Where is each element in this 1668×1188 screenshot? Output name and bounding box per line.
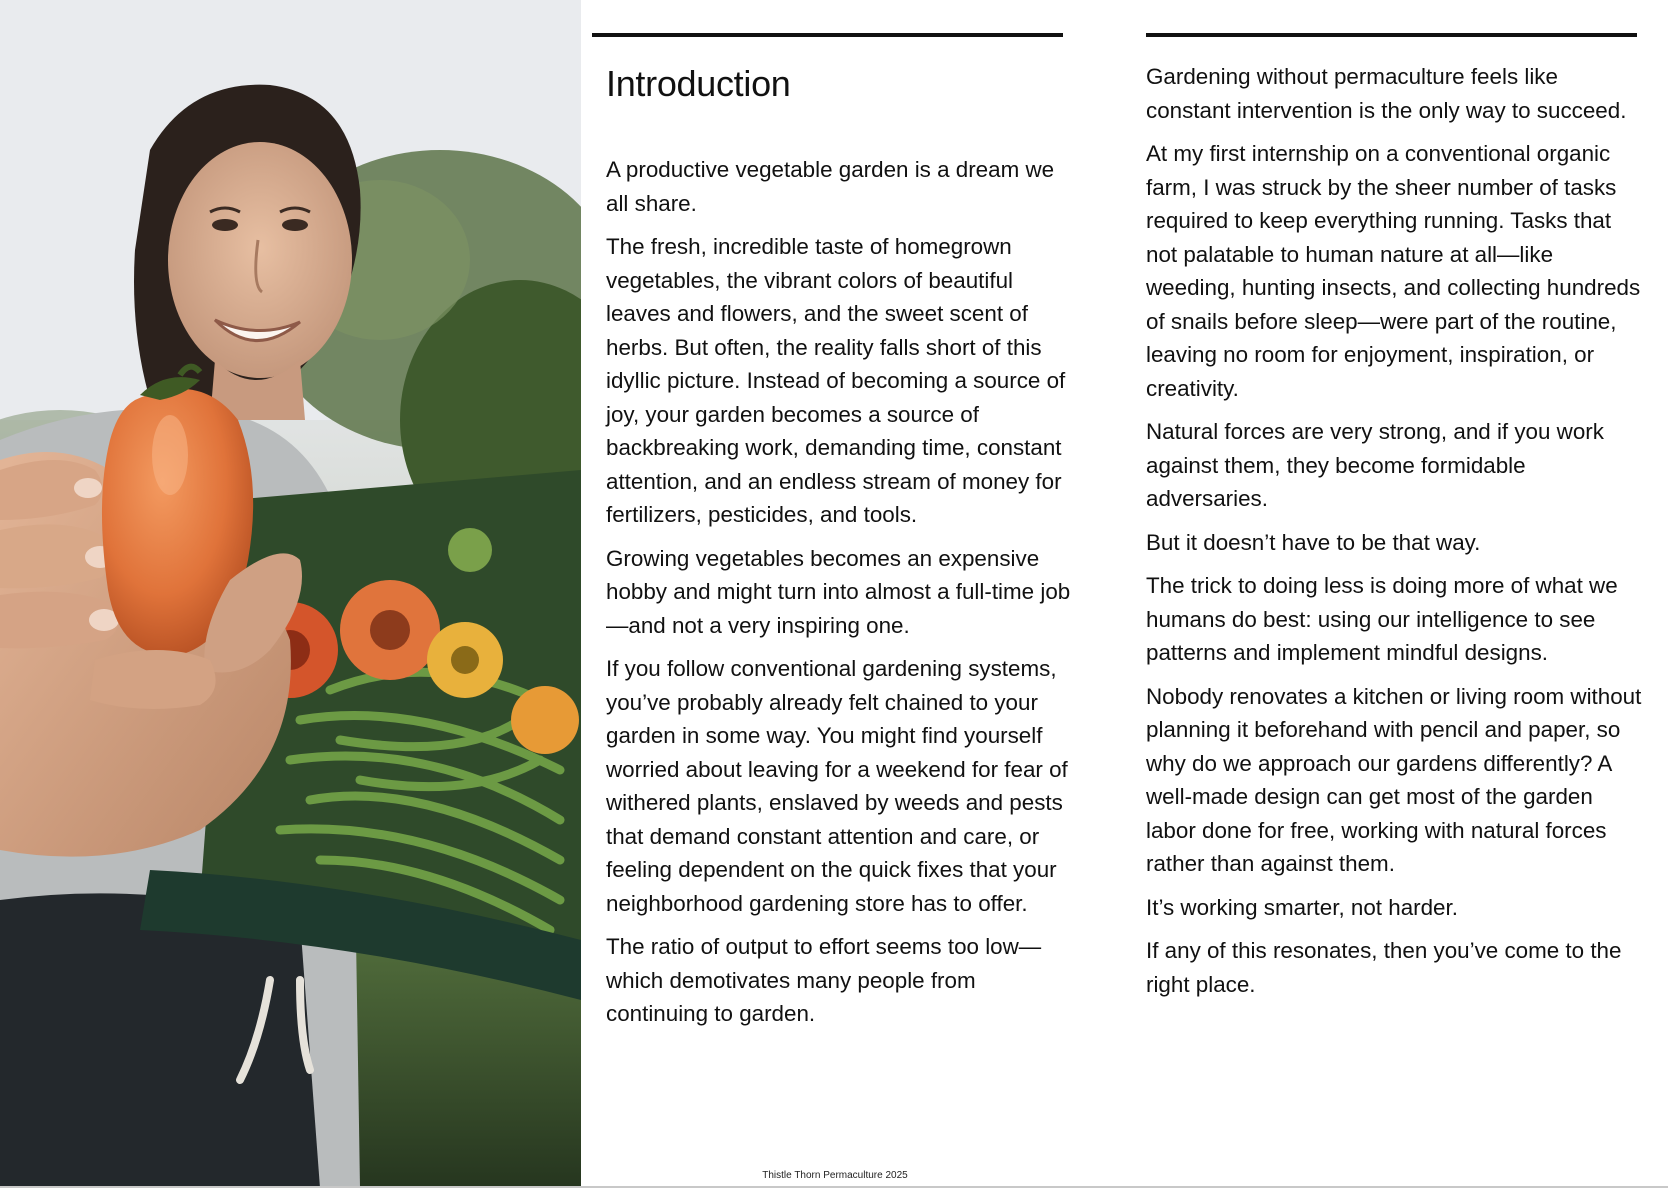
paragraph: Gardening without permaculture feels like constant intervention is the only way to succeed. (1146, 64, 1627, 123)
text-column-left (606, 62, 1081, 1041)
paragraph: At my first internship on a conventional organic farm, I was struck by the sheer number of tasks required to keep everything running. Tasks that not palatable to human nature at all—like weeding, hunting insects, and collecting hundreds of snails before sleep—were part of the routine, leaving no room for enjoyment, inspiration, or creativity. (1146, 141, 1641, 401)
paragraph: It’s working smarter, not harder. (1146, 894, 1458, 920)
paragraph: The ratio of output to effort seems too low—which demotivates many people from continuing to garden. (606, 934, 1042, 1027)
page-footer: Thistle Thorn Permaculture 2025 (762, 1170, 908, 1181)
paragraph: Natural forces are very strong, and if you work against them, they become formidable adversaries. (1146, 419, 1604, 511)
chapter-heading: Introduction (606, 63, 791, 104)
column-top-rule (592, 33, 1063, 37)
paragraph: Growing vegetables becomes an expensive hobby and might turn into almost a full-time job—and not a very inspiring one. (606, 545, 1071, 638)
woman-holding-tomato-illustration (0, 0, 581, 1188)
paragraph: But it doesn’t have to be that way. (1146, 529, 1481, 555)
text-column-right (1146, 60, 1646, 1011)
column-top-rule (1146, 33, 1637, 37)
paragraph: A productive vegetable garden is a dream we all share. (606, 157, 1055, 216)
paragraph: The fresh, incredible taste of homegrown vegetables, the vibrant colors of beautiful leaves and flowers, and the sweet scent of herbs. But often, the reality falls short of this idyllic picture. Instead of becoming a source of joy, your garden becomes a source of backbreaking work, demanding time, constant attention, and an endless stream of money for fertilizers, pesticides, and tools. (606, 234, 1066, 528)
paragraph: If any of this resonates, then you’ve come to the right place. (1146, 938, 1622, 997)
cover-photo (0, 0, 581, 1188)
paragraph: The trick to doing less is doing more of what we humans do best: using our intelligence to see patterns and implement mindful designs. (1146, 573, 1618, 665)
paragraph: If you follow conventional gardening systems, you’ve probably already felt chained to your garden in some way. You might find yourself worried about leaving for a weekend for fear of withered plants, enslaved by weeds and pests that demand constant attention and care, or feeling dependent on the quick fixes that your neighborhood gardening store has to offer. (606, 656, 1068, 916)
paragraph: Nobody renovates a kitchen or living room without planning it beforehand with pencil and paper, so why do we approach our gardens differently? A well-made design can get most of the garden labor done for free, working with natural forces rather than against them. (1146, 683, 1642, 876)
